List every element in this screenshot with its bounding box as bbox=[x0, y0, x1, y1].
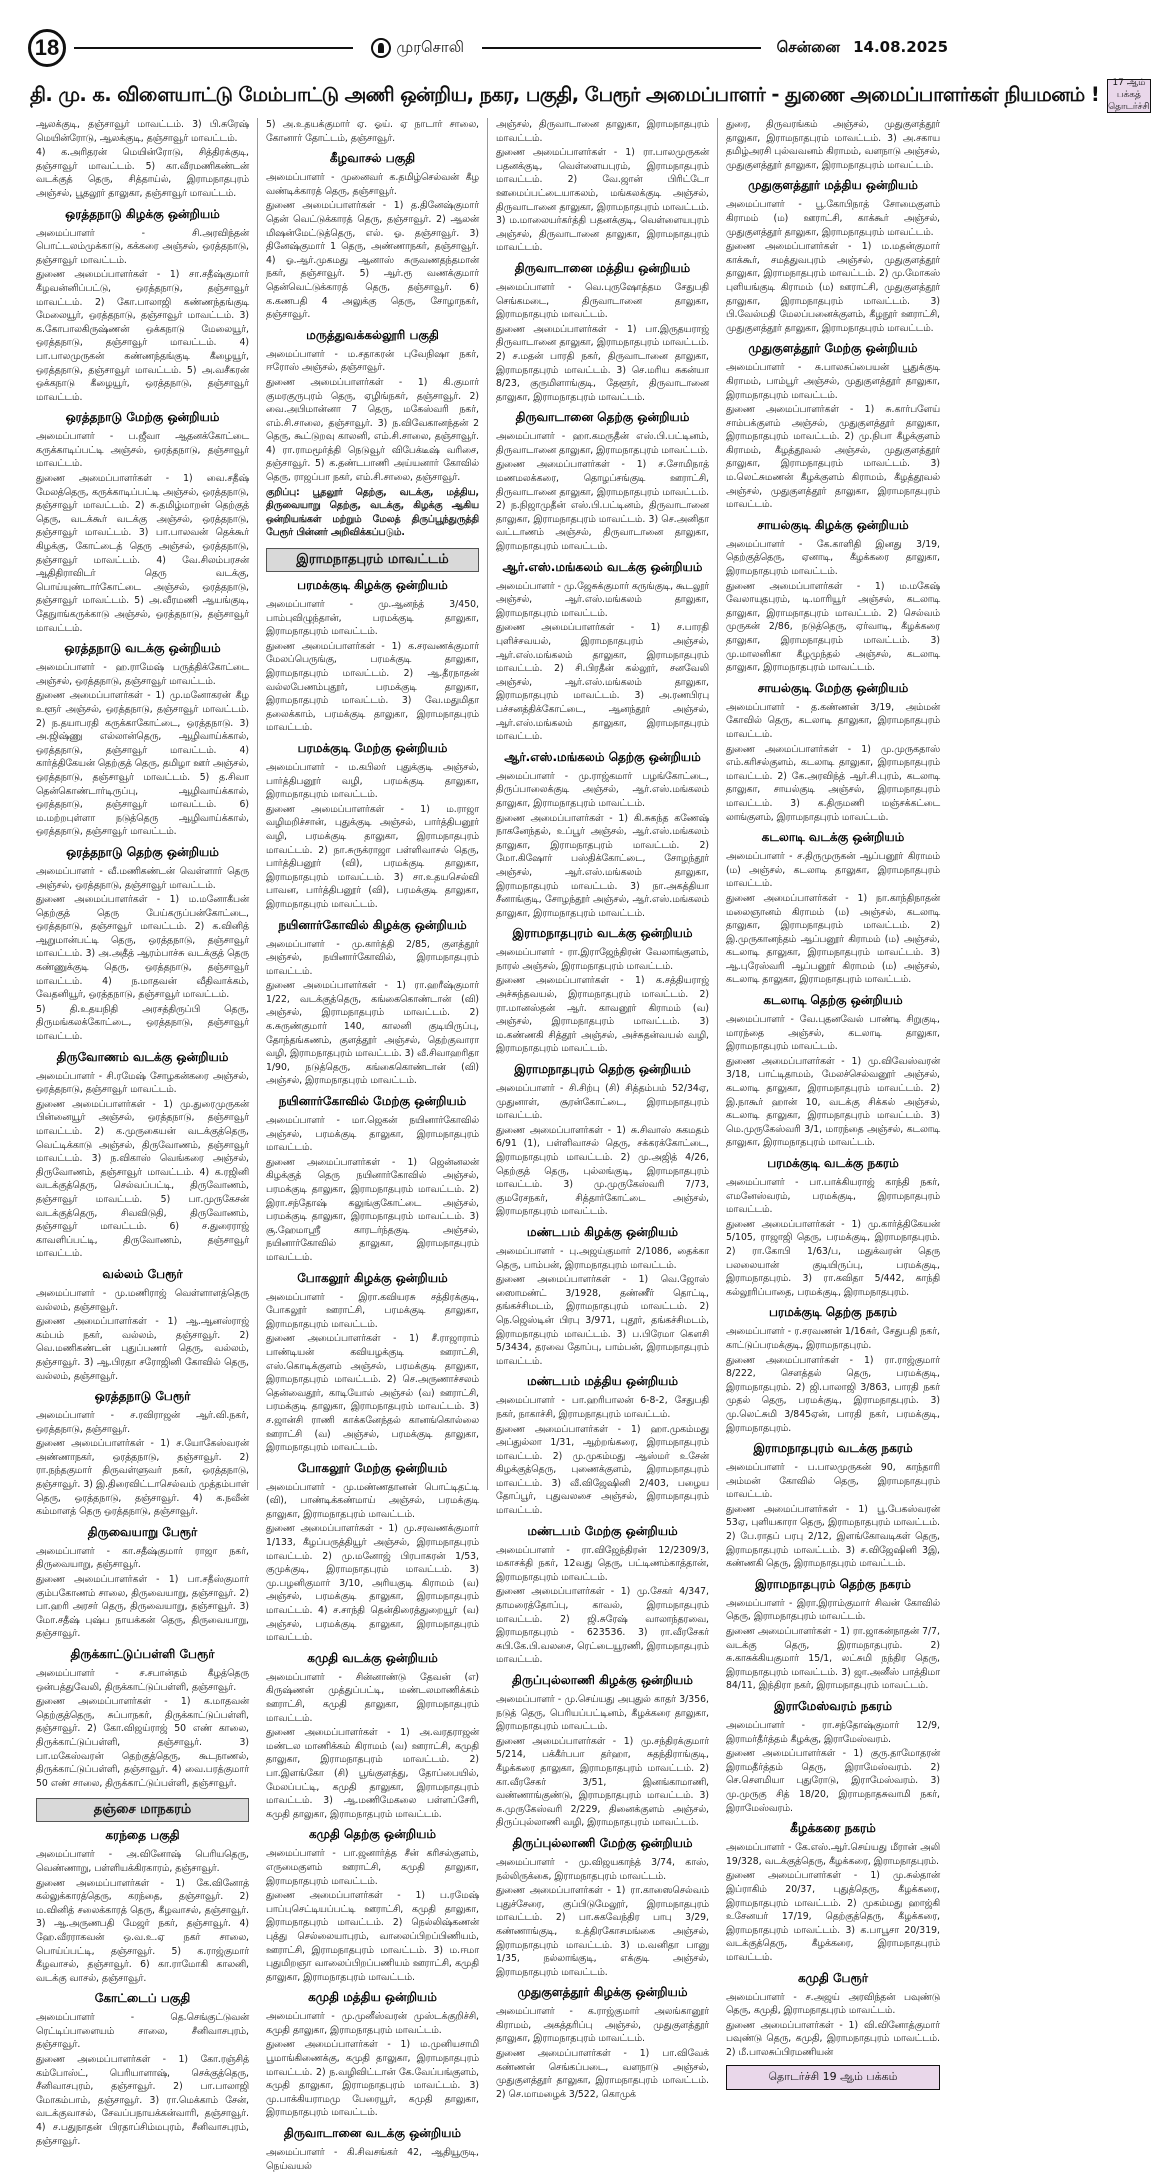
paragraph: அமைப்பாளர் - வே.புதனவேல் பாண்டி சிறுகுடி, மாரந்தை அஞ்சல், கடலாடி தாலுகா, இராமநாதபுரம் மாவட்டம். bbox=[726, 1014, 940, 1053]
paragraph: அமைப்பாளர் - மா.ஜெகன் நயினார்கோவில் அஞ்சல், பரமக்குடி தாலுகா, இராமநாதபுரம் மாவட்டம். bbox=[266, 1115, 479, 1154]
article-columns bbox=[28, 118, 948, 2172]
page-header bbox=[28, 30, 948, 66]
paragraph: துணை அமைப்பாளர்கள் - 1) ம.முனியசாமி பூமாங்கிணைக்கு, கமுதி தாலுகா, இராமநாதபுரம் மாவட்டம். 2) ந.வழிவிட்டான் கே.வேப்பங்குளம், கமுதி தாலுகா, இராமநாதபுரம் மாவட்டம். 3) மு.பாக்கியராமமு பேரையூர், கமுதி தாலுகா, இராமநாதபுரம் மாவட்டம். bbox=[266, 2039, 479, 2119]
section-heading: போகலூர் கிழக்கு ஒன்றியம் bbox=[297, 1270, 448, 1285]
paragraph: அமைப்பாளர் - கா.சதீஷ்குமார் ராஜா நகர், திருவையாறு, தஞ்சாவூர். bbox=[36, 1545, 249, 1571]
paragraph: அமைப்பாளர் - கே.காளிதி இனது 3/19, தெற்குத்தெரு, ஏனாடி, கீழக்கரை தாலுகா, இராமநாதபுரம் மாவட்டம். bbox=[726, 538, 940, 578]
paragraph: அமைப்பாளர் - வீ.மணிகண்டன் வெள்ளார் தெரு அஞ்சல், ஒரத்தநாடு, தஞ்சாவூர் மாவட்டம். bbox=[36, 865, 249, 891]
section-heading: திருப்புல்லாணி கிழக்கு ஒன்றியம் bbox=[512, 1673, 693, 1687]
paragraph: துணை அமைப்பாளர்கள் - 1) ஹா.முகம்மது அப்துல்லா 1/31, ஆற்றங்கரை, இராமநாதபுரம் மாவட்டம். 2) மு.முகம்மது ஆஸ்மர் உசேன் கிழக்குத்தெரு, புணைக்குளம், இராமநாதபுரம் மாவட்டம். 3) வீ.விஜேஷினி 2/403, பழைய தோப்பூர், புதுவலசை அஞ்சல், இராமநாதபுரம் மாவட்டம். bbox=[496, 1423, 709, 1517]
paragraph: அமைப்பாளர் - இரா.கவியரசு சத்திரக்குடி, போகலூர் ஊராட்சி, பரமக்குடி தாலுகா, இராமநாதபுரம் மாவட்டம். bbox=[266, 1291, 479, 1330]
section-heading: ஒரத்தநாடு கிழக்கு ஒன்றியம் bbox=[65, 206, 220, 221]
paragraph: துணை அமைப்பாளர்கள் - 1) ச.பாரதி புளிச்சவயல், இராமநாதபுரம் அஞ்சல், ஆர்.எஸ்.மங்கலம் தாலுகா, இராமநாதபுரம் மாவட்டம். 2) சி.பிரதீன் கல்லூர், சனவேலி அஞ்சல், ஆர்.எஸ்.மங்கலம் தாலுகா, இராமநாதபுரம் மாவட்டம். 3) அ.ரணபிரபு பச்சனத்திக்கோட்டை, ஆனந்தூர் அஞ்சல், ஆர்.எஸ்.மங்கலம் தாலுகா, இராமநாதபுரம் மாவட்டம். bbox=[496, 622, 709, 743]
column-4 bbox=[718, 118, 948, 2084]
paragraph: துணை அமைப்பாளர்கள் - 1) ம.ராஜா வழிமறிச்சான், புதுக்குடி அஞ்சல், பார்த்திபனூர் வழி, பரமக்குடி தாலுகா, இராமநாதபுரம் மாவட்டம். 2) நா.சுருக்ராஜா பள்ளிவாசல் தெரு, பார்த்திபனூர் (வி), பரமக்குடி தாலுகா, இராமநாதபுரம் மாவட்டம். 3) சா.உதயசெல்வி பாவன, பார்த்திபனூர் (வி), பரமக்குடி தாலுகா, இராமநாதபுரம் மாவட்டம். bbox=[266, 803, 479, 910]
paragraph: அமைப்பாளர் - இரா.இராம்குமார் சிவன் கோவில் தெரு, இராமநாதபுரம் மாவட்டம். bbox=[726, 1597, 940, 1623]
paragraph: அமைப்பாளர் - மு.ஆனந்த் 3/450, பாம்புவிழுந்தான், பரமக்குடி தாலுகா, இராமநாதபுரம் மாவட்டம். bbox=[266, 599, 479, 638]
section-heading: ஒரத்தநாடு பேரூர் bbox=[94, 1389, 191, 1404]
paragraph: அமைப்பாளர் - பா.ஹரிபாலன் 6-8-2, சேதுபதி நகர், நாகாச்சி, இராமநாதபுரம் மாவட்டம். bbox=[496, 1395, 709, 1420]
paragraph: துணை அமைப்பாளர்கள் - 1) சீ.ராஜாராம் பாண்டியன் கவியழக்குடி ஊராட்சி, எஸ்.கொடிக்குளம் அஞ்சல், பரமக்குடி தாலுகா, இராமநாதபுரம் மாவட்டம். 2) செ.அருணாச்சலம் தென்வைதூர், காடியோல் அஞ்சல் (வ) ஊராட்சி, பரமக்குடி தாலுகா, இராமநாதபுரம் மாவட்டம். 3) ச.ஜான்சி ராணி காக்கனேந்தல் கானங்கொல்லை ஊராட்சி (வ) அஞ்சல், பரமக்குடி தாலுகா, இராமநாதபுரம் மாவட்டம். bbox=[266, 1333, 479, 1454]
paragraph: துணை அமைப்பாளர்கள் - 1) த.தினேஷ்குமார் தென் வெட்டுக்காரத் தெரு, தஞ்சாவூர். 2) ஆலன் மிஷன்மேட்டுத்தெரு, எல். ஓ. தஞ்சாவூர். 3) தினேஷ்குமார் 1 தெரு, அண்ணாநகர், தஞ்சாவூர். 4) ஓ.ஆர்.முகமது ஆனாஸ் சுருவணதந்தமான் நகர், தஞ்சாவூர். 5) ஆர்.ரூ வணக்குமார் தென்வெட்டுக்காரத் தெரு, தஞ்சாவூர். 6) க.கணபதி 4 அலுக்கு தெரு, சோழாநகர், தஞ்சாவூர். bbox=[266, 200, 479, 321]
paragraph: அமைப்பாளர் - சின்னாண்டு தேவன் (எ) கிருஷ்ணன் முத்துப்பட்டி, மண்டலமாணிக்கம் ஊராட்சி, கமுதி தாலுகா, இராமநாதபுரம் மாவட்டம். bbox=[266, 1671, 479, 1724]
paragraph: ஆலக்குடி, தஞ்சாவூர் மாவட்டம். 3) பி.சுரேஷ் மெயின்ரோடு, ஆலக்குடி, தஞ்சாவூர் மாவட்டம். bbox=[36, 119, 249, 144]
paragraph: துணை அமைப்பாளர்கள் - 1) அ.வரதராஜன் மண்டல மாணிக்கம் கிராமம் (வ) ஊராட்சி, கமுதி தாலுகா, இராமநாதபுரம் மாவட்டம். 2) பா.இளங்கோ (சி) பூங்குளத்து, தோப்பையில், மேலப்பட்டி, கமுதி தாலுகா, இராமநாதபுரம் மாவட்டம். 3) ஆ.மணிமேகலை பள்ளப்சேரி, கமுதி தாலுகா, இராமநாதபுரம் மாவட்டம். bbox=[266, 1727, 479, 1820]
paragraph: துணை அமைப்பாளர்கள் - 1) ம.மகேஷ் வேலாயுதபுரம், டி.மாரியூர் அஞ்சல், கடலாடி தாலுகா, இராமநாதபுரம் மாவட்டம். 2) செல்வம் முருகன் 2/86, நடுத்தெரு, ஏர்வாடி, கீழக்கரை தாலுகா, இராமநாதபுரம் மாவட்டம். 3) மு.மாலனிகா கீழமுந்தல் அஞ்சல், கடலாடி தாலுகா, இராமநாதபுரம் மாவட்டம். bbox=[726, 580, 940, 674]
page-number: 18 bbox=[28, 29, 66, 67]
section-heading: கமுதி மத்திய ஒன்றியம் bbox=[308, 1990, 437, 2005]
paragraph: துணை அமைப்பாளர்கள் - 1) சு.சிவாஸ் சுகமதம் 6/91 (1), பள்ளிவாசல் தெரு, சக்கரக்கோட்டை, இராமநாதபுரம் மாவட்டம். 2) மு.அஜித் 4/26, தெற்குத் தெரு, புல்லங்குடி, இராமநாதபுரம் மாவட்டம். 3) மு.முருகேஸ்வரி 7/73, குமரேசநகர், சித்தார்கோட்டை அஞ்சல், இராமநாதபுரம் மாவட்டம். bbox=[496, 1124, 709, 1218]
paragraph: துணை அமைப்பாளர்கள் - 1) கி.சுகந்த கணேஷ் நாகனேந்தல், உப்பூர் அஞ்சல், ஆர்.எஸ்.மங்கலம் தாலுகா, இராமநாதபுரம் மாவட்டம். 2) மோ.கிஷோர் பஸ்திக்கோட்டை, சோழந்தூர் அஞ்சல், ஆர்.எஸ்.மங்கலம் தாலுகா, இராமநாதபுரம் மாவட்டம். 3) நா.அகத்தியா சீனாங்குடி, சோழந்தூர் அஞ்சல், ஆர்.எஸ்.மங்கலம் தாலுகா, இராமநாதபுரம் மாவட்டம். bbox=[496, 812, 709, 919]
paragraph: துணை அமைப்பாளர்கள் - 1) ச.யோகேஸ்வரன் அண்ணாநகர், ஒரத்தநாடு, தஞ்சாவூர். 2) ரா.நந்தகுமார் திருவள்ளுவர் நகர், ஒரத்தநாடு, தஞ்சாவூர். 3) இ.திரைவிட்டாசெல்வம் முத்தம்பாள் தெரு, ஒரத்தநாடு, தஞ்சாவூர். 4) க.நவீன் கம்மாளத் தெரு ஒரத்தநாடு, தஞ்சாவூர். bbox=[36, 1438, 249, 1518]
paper-name: முரசொலி bbox=[396, 38, 465, 56]
paragraph: அமைப்பாளர் - கி.சிவசங்கர் 42, ஆதியூருடி, நெய்வயல் bbox=[266, 2147, 479, 2172]
paragraph: துணை அமைப்பாளர்கள் - 1) மு.சேகர் 4/347, தாமரைத்தோப்பு, காவல், இராமநாதபுரம் மாவட்டம். 2) ஜி.சுரேஷ் வாலாந்தரவை, இராமநாதபுரம் - 623536. 3) ரா.வீரசேகர் சுபி.கே.பி.வலசை, ரெட்டையூரணி, இராமநாதபுரம் மாவட்டம். bbox=[496, 1586, 709, 1666]
paragraph: அமைப்பாளர் - மு.விஜயகாந்த் 3/74, காஸ், நல்லிருக்கை, இராமநாதபுரம் மாவட்டம். bbox=[496, 1856, 709, 1882]
section-heading: நயினார்கோவில் மேற்கு ஒன்றியம் bbox=[278, 1094, 467, 1109]
paragraph: துணை அமைப்பாளர்கள் - 1) ப.ரமேஷ் பாப்புசெட்டியப்பட்டி ஊராட்சி, கமுதி தாலுகா, இராமநாதபுரம் மாவட்டம். 2) நெல்லிஷ்கணன் புத்து செல்லையாபுரம், வாலைப்பிறப்பிணியம், ஊராட்சி, இராமநாதபுரம் மாவட்டம். 3) ம.ஈமா புதுமிறஞா வாலைப்பிறப்பணியம் ஊராட்சி, கமுதி தாலுகா, இராமநாதபுரம் மாவட்டம். bbox=[266, 1890, 479, 1983]
paragraph: துணை அமைப்பாளர்கள் - 1) ரா.ராஜ்குமார் 8/222, சௌத்தல் தெரு, பரமக்குடி, இராமநாதபுரம். 2) ஜி.பாலாஜி 3/863, பாரதி நகர் முதல் தெரு, பரமக்குடி, இராமநாதபுரம். 3) மு.லெட்சுமி 3/845ஏன், பாரதி நகர், பரமக்குடி, இராமநாதபுரம். bbox=[726, 1354, 940, 1434]
paragraph: துணை அமைப்பாளர்கள் - 1) மு.சந்திரக்குமார் 5/214, பக்கீர்பபா தர்ஹா, சுதந்திராங்குடி, கீழக்கரை தாலுகா, இராமநாதபுரம் மாவட்டம். 2) கா.வீரசேகர் 3/51, இனங்காமாணி, வண்ணாங்குண்டு, இராமநாதபுரம் மாவட்டம். 3) சு.முருகேஸ்வரி 2/229, தினைக்குளம் அஞ்சல், திருப்புல்லாணி வழி, இராமநாதபுரம் மாவட்டம். bbox=[496, 1735, 709, 1829]
paragraph: துணை அமைப்பாளர்கள் - 1) ஆ.ஆனஸ்ராஜ் கம்பம் நகர், வல்லம், தஞ்சாவூர். 2) வெ.மணிகண்டன் புதுப்பணா் தெரு, வல்லம், தஞ்சாவூர். 3) ஆ.பிரதா சரோஜினி கோவில் தெரு, வல்லம், தஞ்சாவூர். bbox=[36, 1316, 249, 1382]
rising-sun-icon bbox=[371, 38, 391, 58]
paragraph: அமைப்பாளர் - சி.அரவிந்தன் பொட்டலம்முக்காடு, கக்கரை அஞ்சல், ஒரத்தநாடு, தஞ்சாவூர் மாவட்டம். bbox=[36, 227, 249, 266]
section-heading: திருவையாறு பேரூர் bbox=[87, 1524, 198, 1539]
section-heading: கீழவாசல் பகுதி bbox=[329, 151, 416, 166]
paragraph: அமைப்பாளர் - அ.வினோஷ் பெரியதெரு, வெண்ணாறு, பள்ளியக்கிரகாரம், தஞ்சாவூர். bbox=[36, 1849, 249, 1874]
column-3 bbox=[488, 118, 718, 2100]
paragraph: துணை அமைப்பாளர்கள் - 1) ச.சோமிநாத் மணமலக்கரை, தொழப்சங்குடி ஊராட்சி, திருவாடானை தாலுகா, இராமநாதபுரம் மாவட்டம். 2) ந.நிஜாமுதீன் எஸ்.பி.பட்டினம், திருவாடானை தாலுகா, இராமநாதபுரம் மாவட்டம். 3) செ.அனிதா வட்டாணம் அஞ்சல், திருவாடானை தாலுகா, இராமநாதபுரம் மாவட்டம். bbox=[496, 459, 709, 553]
paragraph: துணை அமைப்பாளர்கள் - 1) பா.விவேக் கண்ணன் செங்கப்படை, வளநாடு அஞ்சல், முதுகுளத்தூர் தாலுகா, இராமநாதபுரம் மாவட்டம். 2) செ.மாமழைக் 3/522, கொமுக் bbox=[496, 2048, 709, 2100]
city: சென்னை bbox=[776, 38, 840, 56]
section-heading: கடலாடி தெற்கு ஒன்றியம் bbox=[763, 993, 903, 1008]
section-heading: நயினார்கோவில் கிழக்கு ஒன்றியம் bbox=[278, 917, 467, 932]
paragraph: துணை அமைப்பாளர்கள் - 1) வி.வினோத்குமார் பவுண்டு தெரு, கமுதி, இராமநாதபுரம் மாவட்டம். 2) மீ.பாலசுப்பிரமணியன் bbox=[726, 2019, 940, 2058]
section-heading: கோட்டைப் பகுதி bbox=[94, 1991, 191, 2006]
section-heading: முதுகுளத்தூர் கிழக்கு ஒன்றியம் bbox=[517, 1985, 688, 2000]
header-rule-right bbox=[482, 47, 761, 49]
paragraph: துணை அமைப்பாளர்கள் - 1) சா.சதீஷ்குமார் கீழவன்னிப்பட்டு, ஒரத்தநாடு, தஞ்சாவூர் மாவட்டம். 2) கோ.பாலாஜி கண்ணந்தங்குடி மேலையூர், ஒரத்தநாடு, தஞ்சாவூர் மாவட்டம். 3) க.கோபாலகிருஷ்ணன் ஒக்கநாடு மேலையூர், ஒரத்தநாடு, தஞ்சாவூர் மாவட்டம். 4) பா.பாலமுருகன் கண்ணந்தங்குடி கீழையூர், ஒரத்தநாடு, தஞ்சாவூர் மாவட்டம். 5) அ.வசீகரன் ஒக்கநாடு கீழையூர், ஒரத்தநாடு, தஞ்சாவூர் மாவட்டம். bbox=[36, 269, 249, 403]
section-heading: திருவாடானை மத்திய ஒன்றியம் bbox=[514, 260, 691, 275]
paragraph: துணை அமைப்பாளர்கள் - 1) ம.மனோகீபன் தெற்குத் தெரு பேய்கருப்பன்கோட்டை, ஒரத்தநாடு, தஞ்சாவூர் மாவட்டம். 2) க.வினித் ஆறுமான்பட்டி தெரு, ஒரத்தநாடு, தஞ்சாவூர் மாவட்டம். 3) அ.அதீத் ஆரம்பாச்சு வடக்குத் தெரு கண்ணுக்குடி தெரு, ஒரத்தநாடு, தஞ்சாவூர் மாவட்டம். 4) ந.மாதவன் வீதிவாக்கம், வேதனியூர், ஒரத்தநாடு, தஞ்சாவூர் மாவட்டம். bbox=[36, 894, 249, 1001]
section-heading: இராமநாதபுரம் தெற்கு நகரம் bbox=[755, 1576, 911, 1591]
paragraph: துணை அமைப்பாளர்கள் - 1) க.சரவணக்குமார் மேலப்பெருங்கு, பரமக்குடி தாலுகா, இராமநாதபுரம் மாவட்டம். 2) ஆ.தீரநாதன் வல்லபேணம்புதூர், பரமக்குடி தாலுகா, இராமநாதபுரம் மாவட்டம். 3) வே.மதுமிதா தலைக்காம், பரமக்குடி தாலுகா, இராமநாதபுரம் மாவட்டம். bbox=[266, 640, 479, 734]
section-heading: கமுதி வடக்கு ஒன்றியம் bbox=[307, 1650, 438, 1665]
paragraph: அமைப்பாளர் - பு.அஜய்குமார் 2/1086, தைக்கா தெரு, பாம்பன், இராமநாதபுரம் மாவட்டம். bbox=[496, 1245, 709, 1271]
section-heading: ஆர்.எஸ்.மங்கலம் வடக்கு ஒன்றியம் bbox=[502, 559, 703, 574]
paragraph: துணை அமைப்பாளர்கள் - 1) ரா.ஹரீஷ்குமார் 1/22, வடக்குத்தெரு, கங்கைகொண்டான் (வி) அஞ்சல், இராமநாதபுரம் மாவட்டம். 2) க.சுருண்குமார் 140, காலனி குடியிருப்பு, தோந்தங்கணம், குளத்தூர் அஞ்சல், தெற்குவாரா வழி, இராமநாதபுரம் மாவட்டம். 3) வீ.சிவாஹரிதா 1/90, நடுத்தெரு, கங்கைகொண்டான் (வி) அஞ்சல், இராமநாதபுரம் மாவட்டம். bbox=[266, 980, 479, 1087]
section-heading: திருவாடானை தெற்கு ஒன்றியம் bbox=[515, 410, 690, 425]
paragraph: துணை அமைப்பாளர்கள் - 1) கோ.ரஞ்சித் கம்போஸ்ட், பெரியாளாஷ், செக்குத்தெரு, சீனிவாசபுரம், தஞ்சாவூர். 2) பா.பாலாஜி மோகம்பாம், தஞ்சாவூர். 3) ரா.மெக்காம் சேன், வடக்குவாசல், சேவப்பநாயக்கன்வாரி, தஞ்சாவூர். 4) ச.பதுநாதன் பிரதாப்சிம்மபுரம், சீனிவாசபுரம், தஞ்சாவூர். bbox=[36, 2054, 249, 2147]
section-heading: மண்டபம் கிழக்கு ஒன்றியம் bbox=[526, 1224, 679, 1239]
paragraph: 5) தி.உதயநிதி அரசத்திருப்பி தெரு, திருமங்கலக்கோட்டை, ஒரத்தநாடு, தஞ்சாவூர் மாவட்டம். bbox=[36, 1003, 249, 1043]
section-heading: இராமநாதபுரம் வடக்கு நகரம் bbox=[753, 1441, 913, 1456]
paragraph: துணை அமைப்பாளர்கள் - 1) பா.இருதயராஜ் திருவாடானை தாலுகா, இராமநாதபுரம் மாவட்டம். 2) ச.மதன் பாரதி நகர், திருவாடானை தாலுகா, இராமநாதபுரம் மாவட்டம். 3) செ.மரிய சுகன்யா 8/23, குருமிளாங்குடி, தேளூர், திருவாடானை தாலுகா, இராமநாதபுரம் மாவட்டம். bbox=[496, 323, 709, 403]
paragraph: குறிப்பு: பூதலூர் தெற்கு, வடக்கு, மத்திய, திருவையாறு தெற்கு, வடக்கு, கிழக்கு ஆகிய ஒன்றியங்கள் மற்றும் மேலத் திருப்பூந்துருத்தி பேரூர் பின்னர் அறிவிக்கப்படும். bbox=[266, 486, 479, 539]
section-heading: வல்லம் பேரூர் bbox=[102, 1266, 183, 1281]
paragraph: அமைப்பாளர் - மு.ஜேசுக்குமார் கருங்குடி, கூடலூர் அஞ்சல், ஆர்.எஸ்.மங்கலம் தாலுகா, இராமநாதபுரம் மாவட்டம். bbox=[496, 580, 709, 619]
paragraph: அமைப்பாளர் - ச.திருமுருகன் ஆப்பனூர் கிராமம் (ம) அஞ்சல், கடலாடி தாலுகா, இராமநாதபுரம் மாவட்டம். bbox=[726, 851, 940, 890]
paragraph: அமைப்பாளர் - ப.பாலமுருகன் 90, காந்தாரி அம்மன் கோவில் தெரு, இராமநாதபுரம் மாவட்டம். bbox=[726, 1462, 940, 1501]
paragraph: துணை அமைப்பாளர்கள் - 1) ரா.ஜாகன்நாதன் 7/7, வடக்கு தெரு, இராமநாதபுரம். 2) சு.காசுக்கியகுமார் 15/1, லட்சுமி நந்திர தெரு, இராமநாதபுரம் மாவட்டம். 3) ஜா.அனீஸ் பாத்திமா 84/11, இந்திரா நகர், இராமநாதபுரம் மாவட்டம். bbox=[726, 1626, 940, 1692]
paragraph: அமைப்பாளர் - ரா.இராஜேந்திரன் வேலாங்குளம், நாரல் அஞ்சல், இராமநாதபுரம் மாவட்டம். bbox=[496, 947, 709, 972]
continued-from-line1: 17 ஆம் பக்கத் bbox=[1112, 78, 1146, 101]
paragraph: அமைப்பாளர் - சு.பாலசுப்பையன் பூதுக்குடி கிராமம், பாம்பூர் அஞ்சல், முதுகுளத்தூர் தாலுகா, இராமநாதபுரம் மாவட்டம். bbox=[726, 362, 940, 401]
paragraph: அமைப்பாளர் - பா.ஜனார்த்த சீன் கரிசல்குளம், எருமைகுளம் ஊராட்சி, கமுதி தாலுகா, இராமநாதபுரம் மாவட்டம். bbox=[266, 1848, 479, 1887]
paragraph: அஞ்சல், திருவாடானை தாலுகா, இராமநாதபுரம் மாவட்டம். bbox=[496, 119, 709, 144]
district-banner: இராமநாதபுரம் மாவட்டம் bbox=[266, 548, 479, 572]
paragraph: அமைப்பாளர் - ஹ.ராமேஷ் பருத்திக்கோட்டை அஞ்சல், ஒரத்தநாடு, தஞ்சாவூர் மாவட்டம். bbox=[36, 662, 249, 687]
paragraph: அமைப்பாளர் - சி.சிற்பு (சி) சித்தம்பம் 52/34ஏ, முதுனாள், சூரன்கோட்டை, இராமநாதபுரம் மாவட்டம். bbox=[496, 1083, 709, 1122]
section-heading: ஒரத்தநாடு வடக்கு ஒன்றியம் bbox=[64, 641, 221, 656]
section-heading: திருப்புல்லாணி மேற்கு ஒன்றியம் bbox=[512, 1835, 693, 1850]
header-rule-left bbox=[74, 47, 353, 49]
paragraph: துணை அமைப்பாளர்கள் - 1) ரா.காஸைசெல்வம் புதுச்சேரை, குப்பிடுமேலூர், இராமநாதபுரம் மாவட்டம். 2) பா.சுகவேந்திர பாபு 3/29, கண்ணாங்குடி, உத்திரகோசமங்கை அஞ்சல், இராமநாதபுரம் மாவட்டம். 3) ம.வனிதா பானு 1/35, நல்லாங்குடி, எக்குடி அஞ்சல், இராமநாதபுரம் மாவட்டம். bbox=[496, 1885, 709, 1978]
section-heading: முதுகுளத்தூர் மேற்கு ஒன்றியம் bbox=[748, 341, 918, 356]
paragraph: துணை அமைப்பாளர்கள் - 1) மு.முருகதாஸ் எம்.கரிசல்குளம், கடலாடி தாலுகா, இராமநாதபுரம் மாவட்டம். 2) கே.அரவிந்த் ஆர்.சி.புரம், கடலாடி தாலுகா, சாயல்குடி அஞ்சல், இராமநாதபுரம் மாவட்டம். 3) க.திருமணி மஞ்சக்கட்டை லாங்குளம், இராமநாதபுரம் மாவட்டம். bbox=[726, 743, 940, 823]
paragraph: துணை அமைப்பாளர்கள் - 1) க.மாதவன் தெற்குத்தெரு, சுப்பாநகர், திருக்காட்டுப்பள்ளி, தஞ்சாவூர். 2) கோ.விஜய்ராஜ் 50 எண் காலை, திருக்காட்டுப்பள்ளி, தஞ்சாவூர். 3) பா.மகேஸ்வரன் தெற்குத்தெரு, கூடநாணல், திருக்காட்டுப்பள்ளி, தஞ்சாவூர். 4) வை.பரத்குமார் 50 எண் சாலை, திருக்காட்டுப்பள்ளி, தஞ்சாவூர். bbox=[36, 1696, 249, 1789]
section-heading: ஆர்.எஸ்.மங்கலம் தெற்கு ஒன்றியம் bbox=[504, 749, 701, 764]
paragraph: துணை அமைப்பாளர்கள் - 1) பூ.பேகஸ்வரன் 53ஏ, புளியகாரா தெரு, இராமநாதபுரம் மாவட்டம். 2) பே.ராதப் பரபு 2/12, இளங்கோவடிகள் தெரு, இராமநாதபுரம் மாவட்டம். 3) ச.விஜேஷினி 3இ, கண்ணகி தெரு, இராமநாதபுரம் மாவட்டம். bbox=[726, 1503, 940, 1570]
section-heading: சாயல்குடி கிழக்கு ஒன்றியம் bbox=[757, 517, 909, 532]
paragraph: துரை, திருவரங்கம் அஞ்சல், முதுகுளத்தூர் தாலுகா, இராமநாதபுரம் மாவட்டம். 3) அ.சகாய தமிழ்அரசி புல்வவனம் கிராமம், வளநாடு அஞ்சல், முதுகுளத்தூர் தாலுகா, இராமநாதபுரம் மாவட்டம். bbox=[726, 119, 940, 171]
paragraph: துணை அமைப்பாளர்கள் - 1) சு.கார்பளேய் சாம்பக்குளம் அஞ்சல், முதுகுளத்தூர் தாலுகா, இராமநாதபுரம் மாவட்டம். 2) மு.நிபா கீழக்குளம் கிராமம், கீழத்தூவல் அஞ்சல், முதுகுளத்தூர் தாலுகா, இராமநாதபுரம் மாவட்டம். 3) ம.லெட்சுமணன் கீழக்குளம் கிராமம், கீழத்தூவல் அஞ்சல், முதுகுளத்தூர் தாலுகா, இராமநாதபுரம் மாவட்டம். bbox=[726, 404, 940, 511]
paragraph: துணை அமைப்பாளர்கள் - 1) மு.சுல்தான் இப்ராகிம் 20/37, புதுத்தெரு, கீழக்கரை, இராமநாதபுரம் மாவட்டம். 2) முகம்மது ஹாஜ்கி உசேனயர் 17/19, தெற்குத்தெரு, கீழக்கரை, இராமநாதபுரம் மாவட்டம். 3) க.பாபூசா 20/319, வடக்குத்தெரு, கீழக்கரை, இராமநாதபுரம் மாவட்டம். bbox=[726, 1870, 940, 1963]
paragraph: துணை அமைப்பாளர்கள் - 1) ம.மதன்குமார் காக்கூர், சமத்துவபுரம் அஞ்சல், முதுகுளத்தூர் தாலுகா, இராமநாதபுரம் மாவட்டம். 2) மு.மோகஸ் புளியங்குடி கிராமம் (ம) ஊராட்சி, முதுகுளத்தூர் தாலுகா, இராமநாதபுரம் மாவட்டம். 3) பி.வேல்மதி மேலப்பனைக்குளம், கீழநூர் ஊராட்சி, முதுகுளத்தூர் தாலுகா, இராமநாதபுரம் மாவட்டம். bbox=[726, 241, 940, 334]
section-heading: முதுகுளத்தூர் மத்திய ஒன்றியம் bbox=[748, 178, 918, 193]
paragraph: துணை அமைப்பாளர்கள் - 1) க.சத்தியராஜ் அச்சுந்தவயல், இராமநாதபுரம் மாவட்டம். 2) ரா.மானஸ்தன் ஆர். காவனூர் கிராமம் (வ) அஞ்சல், இராமநாதபுரம் மாவட்டம். 3) ம.கண்ணகி சித்தூர் அஞ்சல், அச்சுதன்வயல் வழி, இராமநாதபுரம் மாவட்டம். bbox=[496, 975, 709, 1055]
section-heading: திருவோணம் வடக்கு ஒன்றியம் bbox=[56, 1049, 229, 1064]
section-heading: இராமேஸ்வரம் நகரம் bbox=[774, 1699, 892, 1713]
section-heading: கமுதி பேரூர் bbox=[798, 1970, 868, 1985]
paragraph: துணை அமைப்பாளர்கள் - 1) வை.சதீஷ் மேலத்தெரு, கருக்காடிப்பட்டி அஞ்சல், ஒரத்தநாடு, தஞ்சாவூர் மாவட்டம். 2) சு.தமிழ்மாறன் தெற்குத் தெரு, வடக்கூர் வடக்கு அஞ்சல், ஒரத்தநாடு, தஞ்சாவூர் மாவட்டம். 3) பா.பாலவன் தெக்கூர் கிழக்கு, கோட்டைத் தெரு அஞ்சல், ஒரத்தநாடு, தஞ்சாவூர் மாவட்டம். 4) வே.சிலம்பரசன் ஆதிதிராவிடர் தெரு வடக்கு, பொய்யுண்டார்கோட்டை அஞ்சல், ஒரத்தநாடு, தஞ்சாவூர் மாவட்டம். 5) அ.வீரமணி ஆயங்குடி, தேநுாங்கருக்காடு அஞ்சல், ஒரத்தநாடு, தஞ்சாவூர் மாவட்டம். bbox=[36, 473, 249, 634]
section-heading: திருவாடானை வடக்கு ஒன்றியம் bbox=[283, 2126, 462, 2141]
district-banner: தஞ்சை மாநகரம் bbox=[36, 1798, 249, 1822]
paragraph: அமைப்பாளர் - ம.கபிலர் புதுக்குடி அஞ்சல், பார்த்திபனூர் வழி, பரமக்குடி தாலுகா, இராமநாதபுரம் மாவட்டம். bbox=[266, 761, 479, 801]
section-heading: ஒரத்தநாடு மேற்கு ஒன்றியம் bbox=[65, 410, 220, 425]
paragraph: துணை அமைப்பாளர்கள் - 1) மு.மனோகரன் கீழ உளூர் அஞ்சல், ஒரத்தநாடு, தஞ்சாவூர் மாவட்டம். 2) ந.தயாபரதி கருக்காகோட்டை, ஒரத்தநாடு. 3) அ.ஜிஷ்ணு எல்லான்தெரு, ஆழிவாய்க்கால், ஒரத்தநாடு, தஞ்சாவூர் மாவட்டம். 4) கார்த்திகேயன் தெற்குத் தெரு, தமிழா ஊர் அஞ்சல், ஒரத்தநாடு, தஞ்சாவூர் மாவட்டம். 5) த.சிவா தென்கொண்டார்டிருப்பு, ஆழிவாய்க்கால், ஒரத்தநாடு, தஞ்சாவூர் மாவட்டம். 6) ம.மற்றபுள்ளா நடுத்தெரு ஆழிவாய்க்கால், ஒரத்தநாடு, தஞ்சாவூர் மாவட்டம். bbox=[36, 690, 249, 838]
paragraph: துணை அமைப்பாளர்கள் - 1) மு.துரைமுருகன் பின்னையூர் அஞ்சல், ஒரத்தநாடு, தஞ்சாவூர் மாவட்டம். 2) க.முருகையன் வடக்குத்தெரு, வெட்டிக்காடு அஞ்சல், திருவோணம், தஞ்சாவூர் மாவட்டம். 3) ந.விகாஸ் வெங்கரை அஞ்சல், திருவோணம், தஞ்சாவூர் மாவட்டம். 4) க.ரஜினி வடக்குத்தெரு, செல்வப்பட்டி, திருவோணம், தஞ்சாவூர் மாவட்டம். 5) பா.முருகேசன் வடக்குத்தெரு, சிவவிடுதி, திருவோணம், தஞ்சாவூர் மாவட்டம். 6) ச.துரைராஜ் காவளிப்பட்டி, திருவோணம், தஞ்சாவூர் மாவட்டம். bbox=[36, 1098, 249, 1260]
paragraph: துணை அமைப்பாளர்கள் - 1) ஜென்னலன் கிழக்குத் தெரு நயினார்கோவில் அஞ்சல், பரமக்குடி தாலுகா, இராமநாதபுரம் மாவட்டம். 2) இரா.சந்தோஷ் கலுங்குகோட்டை அஞ்சல், பரமக்குடி தாலுகா, இராமநாதபுரம் மாவட்டம். 3) சூ.ஹேமாஸ்ரீ காரடர்ந்தகுடி அஞ்சல், நயினார்கோவில் தாலுகா, இராமநாதபுரம் மாவட்டம். bbox=[266, 1156, 479, 1263]
section-heading: மண்டபம் மேற்கு ஒன்றியம் bbox=[527, 1523, 678, 1538]
paragraph: அமைப்பாளர் - க.ராஜ்குமார் அலங்கானூர் கிராமம், அகத்தரிப்பு அஞ்சல், முதுகுளத்தூர் தாலுகா, இராமநாதபுரம் மாவட்டம். bbox=[496, 2006, 709, 2045]
section-heading: சாயல்குடி மேற்கு ஒன்றியம் bbox=[757, 680, 909, 695]
paragraph: துணை அமைப்பாளர்கள் - 1) கி.குமார் குமரகுருபுரம் தெரு, ஏழிங்நகர், தஞ்சாவூர். 2) வை.அபிமான்னா 7 தெரு, மகேஸ்வரி நகர், எம்.சி.சாலை, தஞ்சாவூர். 3) ந.விவேகானந்தன் 2 தெரு, கூட்டுறவு காலனி, எம்.சி.சாலை, தஞ்சாவூர். 4) ரா.ராமமூர்த்தி நெடுவூர் விபேக்டீஷ் வரிசை, தஞ்சாவூர். 5) க.தண்டபாணி அய்யனார் கோவில் தெரு, ராஜப்பா நகர், எம்.சி.சாலை, தஞ்சாவூர். bbox=[266, 376, 479, 484]
paragraph: துணை அமைப்பாளர்கள் - 1) குரு.தாமோதரன் இராமதீர்த்தம் தெரு, இராமேஸ்வரம். 2) செ.சௌமியா புதுரோடு, இராமேஸ்வரம். 3) மு.முருகு சித் 18/20, இராமநாதசுவாமி நகர், இராமேஸ்வரம். bbox=[726, 1748, 940, 1814]
section-heading: பரமக்குடி மேற்கு ஒன்றியம் bbox=[297, 740, 448, 755]
continued-to-box: தொடர்ச்சி 19 ஆம் பக்கம் bbox=[726, 2065, 940, 2090]
paragraph: துணை அமைப்பாளர்கள் - 1) மு.சரவணக்குமார் 1/133, கீழப்பருத்தியூர் அஞ்சல், இராமநாதபுரம் மாவட்டம். 2) மு.மனோஜ் பிரபாகரன் 1/53, குமுக்குடி, இராமநாதபுரம் மாவட்டம். 3) மு.பழனிகுமார் 3/10, அரியகுடி கிராமம் (வ) அஞ்சல், பரமக்குடி தாலுகா, இராமநாதபுரம் மாவட்டம். 4) ச.சாந்தி தென்திரைத்துறையூர் (வ) அஞ்சல், பரமக்குடி தாலுகா, இராமநாதபுரம் மாவட்டம். bbox=[266, 1523, 479, 1644]
section-heading: இராமநாதபுரம் வடக்கு ஒன்றியம் bbox=[512, 926, 693, 941]
paragraph: அமைப்பாளர் - மு.முனீஸ்வரன் முஸ்டக்குறிச்சி, கமுதி தாலுகா, இராமநாதபுரம் மாவட்டம். bbox=[266, 2011, 479, 2036]
paragraph: அமைப்பாளர் - மு.செய்யது அபுதுல் காதர் 3/356, நடுத் தெரு, பெரியப்பட்டினம், கீழக்கரை தாலுகா, இராமநாதபுரம் மாவட்டம். bbox=[496, 1694, 709, 1733]
paragraph: அமைப்பாளர் - மு.மணிராஜ் வெள்ளாளத்தெரு வல்லம், தஞ்சாவூர். bbox=[36, 1287, 249, 1313]
masthead bbox=[361, 38, 475, 58]
paragraph: அமைப்பாளர் - ஹா.கமருதீன் எஸ்.பி.பட்டினம், திருவாடானை தாலுகா, இராமநாதபுரம் மாவட்டம். bbox=[496, 431, 709, 456]
section-heading: கமுதி தெற்கு ஒன்றியம் bbox=[308, 1827, 437, 1842]
paragraph: அமைப்பாளர் - மு.ராஜ்கமார் பழங்கோட்டை, திருப்பாலைக்குடி அஞ்சல், ஆர்.எஸ்.மங்கலம் தாலுகா, இராமநாதபுரம் மாவட்டம். bbox=[496, 770, 709, 809]
section-heading: ஒரத்தநாடு தெற்கு ஒன்றியம் bbox=[66, 844, 219, 859]
paragraph: துணை அமைப்பாளர்கள் - 1) நா.காந்திநாதன் மலைஞானம் கிராமம் (ம) அஞ்சல், கடலாடி தாலுகா, இராமநாதபுரம் மாவட்டம். 2) இ.முருகானந்தம் ஆப்பனூர் கிராமம் (ம) அஞ்சல், கடலாடி தாலுகா, இராமநாதபுரம் மாவட்டம். 3) ஆ.புரேஸ்வரி ஆப்பனூர் கிராமம் (ம) அஞ்சல், கடலாடி தாலுகா, இராமநாதபுரம் மாவட்டம். bbox=[726, 892, 940, 986]
continued-from-line2: தொடர்ச்சி bbox=[1108, 101, 1150, 112]
paragraph: அமைப்பாளர் - கே.எஸ்.ஆர்.செய்யது மீரான் அலி 19/328, வடக்குத்தெரு, கீழக்கரை, இராமநாதபுரம். bbox=[726, 1842, 940, 1867]
paragraph: அமைப்பாளர் - முனைவர் க.தமிழ்செல்வன் கீழ வண்டிக்காரத் தெரு, தஞ்சாவூர். bbox=[266, 172, 479, 197]
paragraph: துணை அமைப்பாளர்கள் - 1) ரா.பாலமுருகன் பதனக்குடி, வெள்ளையபுரம், இராமநாதபுரம் மாவட்டம். 2) வே.ஜான் பிரிட்டோ ஊமைப்பட்டையாகலம், மங்கலக்குடி அஞ்சல், திருவாடானை தாலுகா, இராமநாதபுரம் மாவட்டம். 3) ம.மாலையர்கர்த்தி பதனக்குடி, வெள்ளையபுரம் அஞ்சல், திருவாடானை தாலுகா, இராமநாதபுரம் மாவட்டம். bbox=[496, 147, 709, 254]
continued-from-box bbox=[1107, 79, 1150, 113]
paragraph: அமைப்பாளர் - ர.சரவணன் 1/16சுர், சேதுபதி நகர், காட்டுப்பரமக்குடி, இராமநாதபுரம். bbox=[726, 1326, 940, 1351]
dateline bbox=[769, 38, 948, 58]
section-heading: போகலூர் மேற்கு ஒன்றியம் bbox=[297, 1460, 448, 1475]
section-heading: பரமக்குடி கிழக்கு ஒன்றியம் bbox=[297, 578, 448, 593]
section-heading: இராமநாதபுரம் தெற்கு ஒன்றியம் bbox=[514, 1062, 691, 1077]
paragraph: அமைப்பாளர் - ச.ரவிராஜன் ஆர்.வி.நகர், ஒரத்தநாடு, தஞ்சாவூர். bbox=[36, 1410, 249, 1435]
paragraph: அமைப்பாளர் - மு.கார்த்தி 2/85, குளத்தூர் அஞ்சல், நயினார்கோவில், இராமநாதபுரம் மாவட்டம். bbox=[266, 938, 479, 977]
paragraph: அமைப்பாளர் - ரா.விஜேந்திரன் 12/2309/3, மகாசக்தி நகர், 12வது தெரு, பட்டிணம்காத்தான், இராமநாதபுரம் மாவட்டம். bbox=[496, 1544, 709, 1583]
section-heading: பரமக்குடி தெற்கு நகரம் bbox=[768, 1305, 898, 1320]
date: 14.08.2025 bbox=[853, 38, 949, 56]
paragraph: அமைப்பாளர் - சி.ரமேஷ் சோழகன்கரை அஞ்சல், ஒரத்தநாடு, தஞ்சாவூர் மாவட்டம். bbox=[36, 1070, 249, 1096]
section-heading: கடலாடி வடக்கு ஒன்றியம் bbox=[761, 830, 905, 845]
paragraph: அமைப்பாளர் - ச.அஜய் அரவிந்தன் பவுண்டு தெரு, கமுதி, இராமநாதபுரம் மாவட்டம். bbox=[726, 1991, 940, 2017]
headline-box bbox=[30, 76, 1150, 116]
paragraph: அமைப்பாளர் - த.கண்ணன் 3/19, அம்மன் கோவில் தெரு, கடலாடி தாலுகா, இராமநாதபுரம் மாவட்டம். bbox=[726, 701, 940, 740]
headline: தி. மு. க. விளையாட்டு மேம்பாட்டு அணி ஒன்றிய, நகர, பகுதி, பேரூர் அமைப்பாளர் - துணை அமைப்பாளர்கள் நியமனம் ! bbox=[30, 83, 1100, 106]
paragraph: அமைப்பாளர் - ப.ஜீவா ஆதனக்கோட்டை கருக்காடிப்பட்டி அஞ்சல், ஒரத்தநாடு, தஞ்சாவூர் மாவட்டம். bbox=[36, 431, 249, 470]
section-heading: மருத்துவக்கல்லூரி பகுதி bbox=[306, 327, 439, 342]
section-heading: கரந்தை பகுதி bbox=[105, 1828, 180, 1843]
paragraph: 4) க.அரிதரன் மெயின்ரோடு, சித்திரக்குடி, தஞ்சாவூர் மாவட்டம். 5) கா.வீரமணிகண்டன் வடக்குத் தெரு, சித்தாய்ல், இராமநாதபுரம் அஞ்சல், பூதலூர் தாலுகா, தஞ்சாவூர் மாவட்டம். bbox=[36, 147, 249, 199]
paragraph: துணை அமைப்பாளர்கள் - 1) பா.சதீஸ்குமார் கும்பகோணம் சாலை, திருவையாறு, தஞ்சாவூர். 2) பா.ஹரி அரசர் தெரு, திருவையாறு, தஞ்சாவூர். 3) மோ.சதீஷ் புஷ்ப நாயக்கன் தெரு, திருவையாறு, தஞ்சாவூர். bbox=[36, 1574, 249, 1640]
section-heading: திருக்காட்டுப்பள்ளி பேரூர் bbox=[70, 1647, 215, 1661]
paragraph: துணை அமைப்பாளர்கள் - 1) மு.விவேஸ்வரன் 3/18, பாட்டிதாமம், மேலச்செல்வனூர் அஞ்சல், கடலாடி தாலுகா, இராமநாதபுரம் மாவட்டம். 2) இ.நாகூர் ஹான் 10, வடக்கு சிக்கல் அஞ்சல், கடலாடி தாலுகா, இராமநாதபுரம் மாவட்டம். 3) மெ.முருகேஸ்வரி 3/1, மாரந்தை அஞ்சல், கடலாடி தாலுகா, இராமநாதபுரம் மாவட்டம். bbox=[726, 1055, 940, 1149]
paragraph: அமைப்பாளர் - ம.சதாகரன் புவேநிஷா நகர், ஈரோஸ் அஞ்சல், தஞ்சாவூர். bbox=[266, 348, 479, 374]
column-1 bbox=[28, 118, 258, 2147]
paragraph: 5) அ.உதயக்குமார் ஏ. ஓய். ஏ நாடார் சாலை, கோனார் தோட்டம், தஞ்சாவூர். bbox=[266, 119, 479, 144]
paragraph: அமைப்பாளர் - வெ.புருஷோத்தம சேதுபதி செங்கமடை, திருவாடானை தாலுகா, இராமநாதபுரம் மாவட்டம். bbox=[496, 281, 709, 321]
paragraph: அமைப்பாளர் - பூ.கோபிநாத் சோமைகுளம் கிராமம் (ம) ஊராட்சி, காக்கூர் அஞ்சல், முதுகுளத்தூர் தாலுகா, இராமநாதபுரம் மாவட்டம். bbox=[726, 199, 940, 238]
paragraph: துணை அமைப்பாளர்கள் - 1) கே.வினோத் கல்லுக்காரத்தெரு, கரந்தை, தஞ்சாவூர். 2) ம.வினித் சலைக்காரத் தெரு, கீழவாசல், தஞ்சாவூர். 3) ஆ.அருணபதி மேஜர் நகர், தஞ்சாவூர். 4) ஹே.வீரராகவன் ஒ.வ.உ.ஏ நகர் சாலை, பொய்ப்பட்டி, தஞ்சாவூர். 5) க.ராஜ்குமார் கீழவாசல், தஞ்சாவூர். 6) கா.ராமோகி காலனி, வடக்கு வாசல், தஞ்சாவூர். bbox=[36, 1877, 249, 1984]
paragraph: அமைப்பாளர் - தெ.செங்குட்டுவன் ரெட்டிப்பாளையம் சாலை, சீனிவாசபுரம், தஞ்சாவூர். bbox=[36, 2012, 249, 2051]
column-2 bbox=[258, 118, 488, 2172]
section-heading: பரமக்குடி வடக்கு நகரம் bbox=[767, 1156, 899, 1170]
paragraph: அமைப்பாளர் - ச.சபான்தம் கீழத்தெரு ஒன்பத்துவேலி, திருக்காட்டுப்பள்ளி, தஞ்சாவூர். bbox=[36, 1668, 249, 1693]
paragraph: அமைப்பாளர் - மு.மண்ணதானன் பொட்டிதட்டி (வி), பாண்டிக்கண்மாய் அஞ்சல், பரமக்குடி தாலுகா, இராமநாதபுரம் மாவட்டம். bbox=[266, 1481, 479, 1520]
paragraph: துணை அமைப்பாளர்கள் - 1) வெ.ஜோஸ் ஸைாமண்ட் 3/1928, தண்ணீர் தொட்டி, தங்கச்சிமடம், இராமநாதபுரம் மாவட்டம். 2) நெ.ஜெஸ்டின் பிரபு 3/971, புதூர், தங்கச்சிமடம், இராமநாதபுரம் மாவட்டம். 3) ப.பிரேமா கௌசி 5/3434, தரவை தோப்பு, பாம்பன், இராமநாதபுரம் மாவட்டம். bbox=[496, 1274, 709, 1367]
paragraph: அமைப்பாளர் - பா.பாக்கியராஜ் காந்தி நகர், எமனேஸ்வரம், பரமக்குடி, இராமநாதபுரம் மாவட்டம். bbox=[726, 1177, 940, 1216]
paragraph: அமைப்பாளர் - ரா.சந்தோஷ்குமார் 12/9, இராமர்தீர்த்தம் கீழக்கு, இராமேஸ்வரம். bbox=[726, 1720, 940, 1745]
paragraph: துணை அமைப்பாளர்கள் - 1) மு.கார்த்திகேயன் 5/105, ராஜாஜி தெரு, பரமக்குடி, இராமநாதபுரம். 2) ரா.கோபி 1/63/ப, மதுக்வரன் தெரு பலலையான் குடியிருப்பு, பரமக்குடி, இராமநாதபுரம். 3) ரா.கவிதா 5/442, காந்தி கல்லூரிப்பாதை, பரமக்குடி, இராமநாதபுரம். bbox=[726, 1218, 940, 1298]
section-heading: கீழக்கரை நகரம் bbox=[790, 1821, 876, 1836]
section-heading: மண்டபம் மத்திய ஒன்றியம் bbox=[527, 1374, 678, 1389]
